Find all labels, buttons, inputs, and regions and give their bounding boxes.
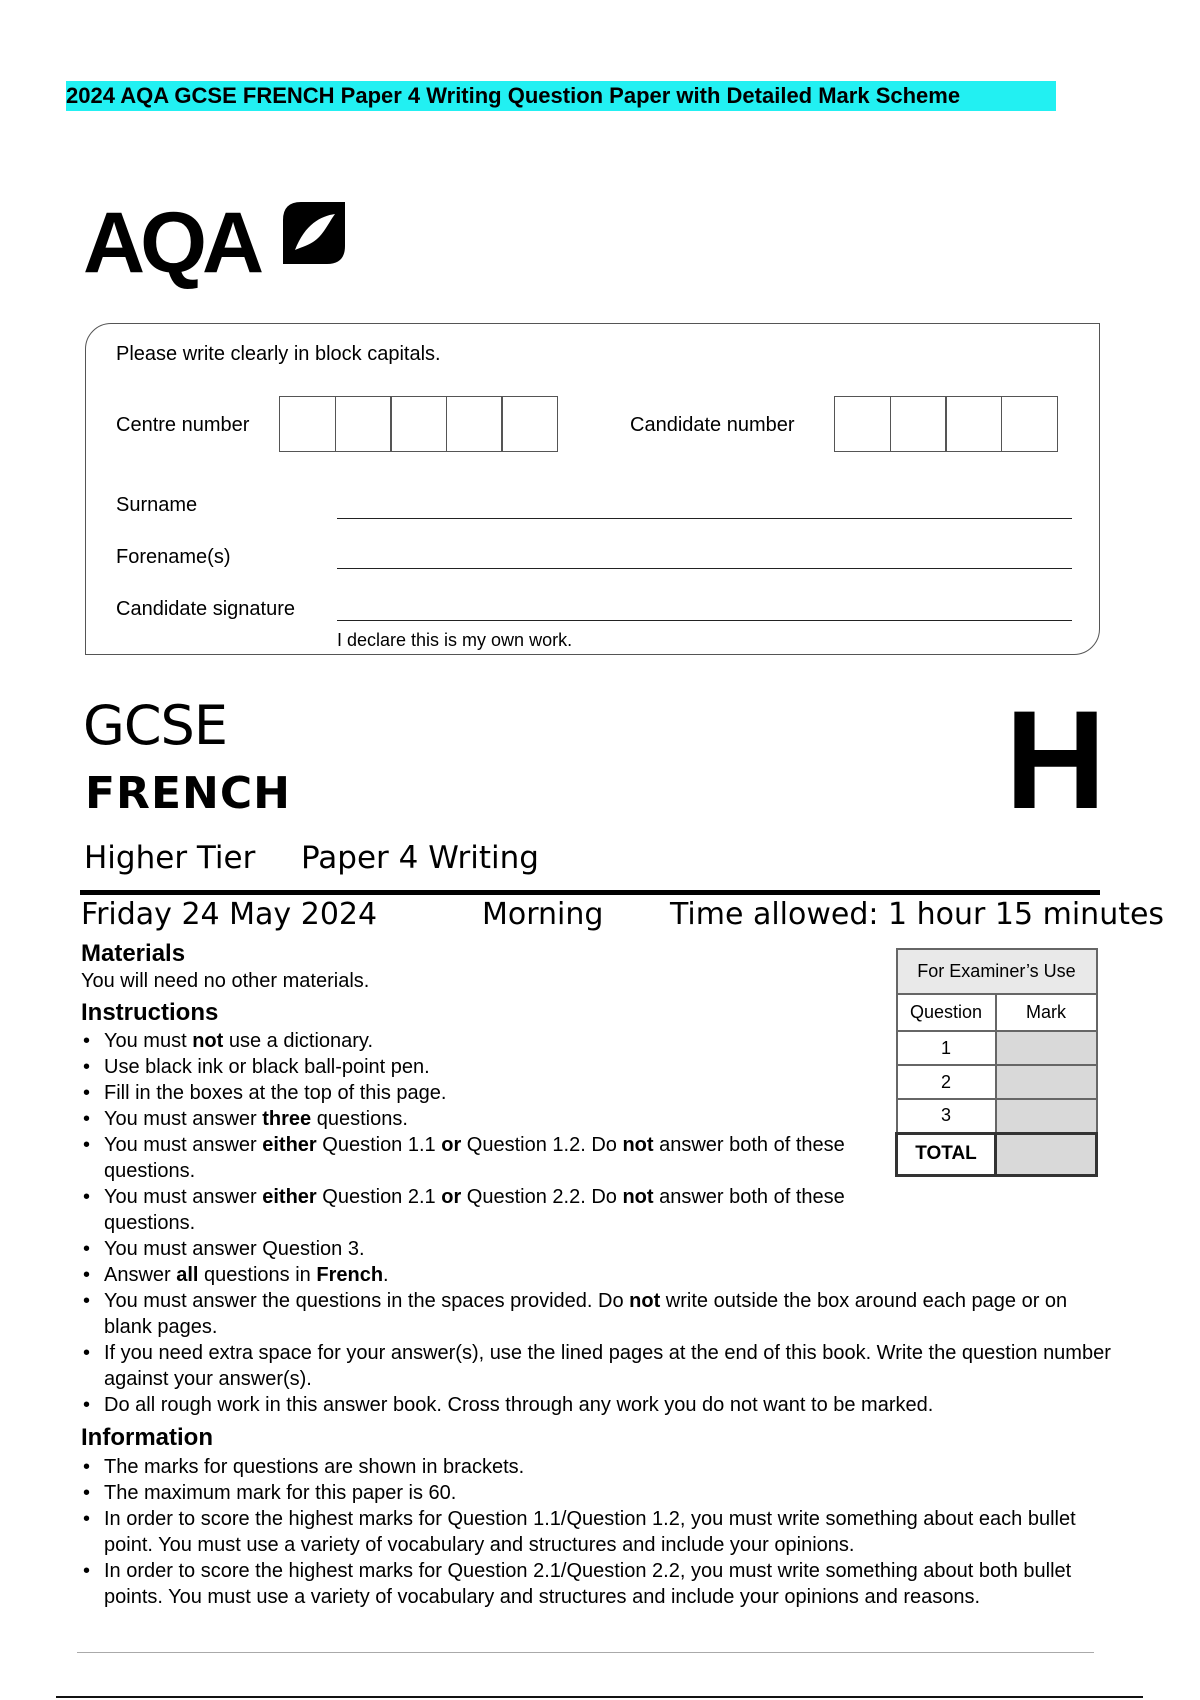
list-item: • Do all rough work in this answer book. Cross through any work you do not want to be marked.: [81, 1392, 1114, 1418]
digit-box[interactable]: [1001, 396, 1058, 452]
digit-box[interactable]: [390, 396, 447, 452]
tier-letter: H: [1005, 681, 1107, 838]
list-item: • In order to score the highest marks for Question 1.1/Question 1.2, you must write something about each bullet point. You must use a variety of vocabulary and structures and include your opinions.: [81, 1506, 1101, 1558]
list-item: • You must answer the questions in the spaces provided. Do not write outside the box around each page or on blank pages.: [81, 1288, 1114, 1340]
question-number: 3: [897, 1099, 996, 1133]
list-item: • You must not use a dictionary.: [81, 1028, 901, 1054]
surname-line[interactable]: [337, 518, 1072, 519]
table-row: [897, 1065, 1097, 1099]
list-item: • You must answer either Question 1.1 or Question 1.2. Do not answer both of these questions.: [81, 1132, 901, 1184]
list-item: • In order to score the highest marks for Question 2.1/Question 2.2, you must write something about both bullet points. You must use a variety of vocabulary and structures and include your opinions and reasons.: [81, 1558, 1101, 1610]
subject-title: FRENCH: [85, 768, 291, 819]
materials-heading: Materials: [81, 940, 186, 967]
question-number: 2: [897, 1065, 996, 1099]
list-item: • Use black ink or black ball-point pen.: [81, 1054, 901, 1080]
paper-label: Paper 4 Writing: [301, 840, 539, 876]
digit-box[interactable]: [279, 396, 336, 452]
question-number: 1: [897, 1031, 996, 1065]
candidate-number-boxes[interactable]: [834, 396, 1056, 452]
question-column-header: Question: [897, 994, 996, 1031]
list-item: • You must answer either Question 2.1 or Question 2.2. Do not answer both of these questions.: [81, 1184, 901, 1236]
information-list: [81, 1454, 1101, 1610]
total-mark-cell: [996, 1133, 1097, 1175]
digit-box[interactable]: [834, 396, 891, 452]
instructions-heading: Instructions: [81, 999, 219, 1026]
surname-label: Surname: [116, 494, 198, 516]
mark-cell: [996, 1099, 1097, 1133]
list-item: • If you need extra space for your answer(s), use the lined pages at the end of this book. Write the question number against your answer(s).: [81, 1340, 1114, 1392]
candidate-number-label: Candidate number: [630, 414, 795, 436]
materials-text: You will need no other materials.: [81, 970, 370, 992]
footer-divider: [77, 1652, 1094, 1653]
table-row: [897, 1099, 1097, 1133]
mark-cell: [996, 1065, 1097, 1099]
block-capitals-instruction: Please write clearly in block capitals.: [116, 343, 441, 365]
centre-number-boxes[interactable]: [279, 396, 557, 452]
centre-number-label: Centre number: [116, 414, 250, 436]
digit-box[interactable]: [890, 396, 947, 452]
forenames-label: Forename(s): [116, 546, 231, 568]
exam-date: Friday 24 May 2024: [81, 897, 378, 932]
logo-text: AQA: [83, 195, 260, 291]
candidate-details-box: [85, 323, 1100, 655]
list-item: • You must answer three questions.: [81, 1106, 901, 1132]
total-row: [897, 1133, 1097, 1175]
digit-box[interactable]: [501, 396, 558, 452]
examiners-use-table: [895, 948, 1098, 1177]
aqa-logo: [83, 195, 260, 291]
header-divider: [80, 890, 1100, 895]
table-row: [897, 1031, 1097, 1065]
qualification-title: GCSE: [83, 694, 227, 757]
list-item: • You must answer Question 3.: [81, 1236, 901, 1262]
declaration-text: I declare this is my own work.: [337, 630, 573, 650]
mark-column-header: Mark: [996, 994, 1097, 1031]
tier-label: Higher Tier: [84, 840, 256, 876]
total-label: TOTAL: [897, 1133, 996, 1175]
list-item: • The maximum mark for this paper is 60.: [81, 1480, 1101, 1506]
list-item: • Answer all questions in French.: [81, 1262, 901, 1288]
aqa-logo-icon: [283, 202, 345, 264]
digit-box[interactable]: [945, 396, 1002, 452]
examiners-use-title: For Examiner’s Use: [897, 949, 1097, 994]
page-bottom-rule: [56, 1696, 1143, 1698]
forenames-line[interactable]: [337, 568, 1072, 569]
exam-session: Morning: [482, 897, 604, 932]
time-allowed: Time allowed: 1 hour 15 minutes: [670, 897, 1165, 932]
digit-box[interactable]: [335, 396, 392, 452]
document-title-banner: 2024 AQA GCSE FRENCH Paper 4 Writing Question Paper with Detailed Mark Scheme: [66, 81, 1056, 111]
digit-box[interactable]: [446, 396, 503, 452]
information-heading: Information: [81, 1424, 213, 1451]
mark-cell: [996, 1031, 1097, 1065]
signature-line[interactable]: [337, 620, 1072, 621]
signature-label: Candidate signature: [116, 598, 296, 620]
list-item: • Fill in the boxes at the top of this page.: [81, 1080, 901, 1106]
list-item: • The marks for questions are shown in brackets.: [81, 1454, 1101, 1480]
